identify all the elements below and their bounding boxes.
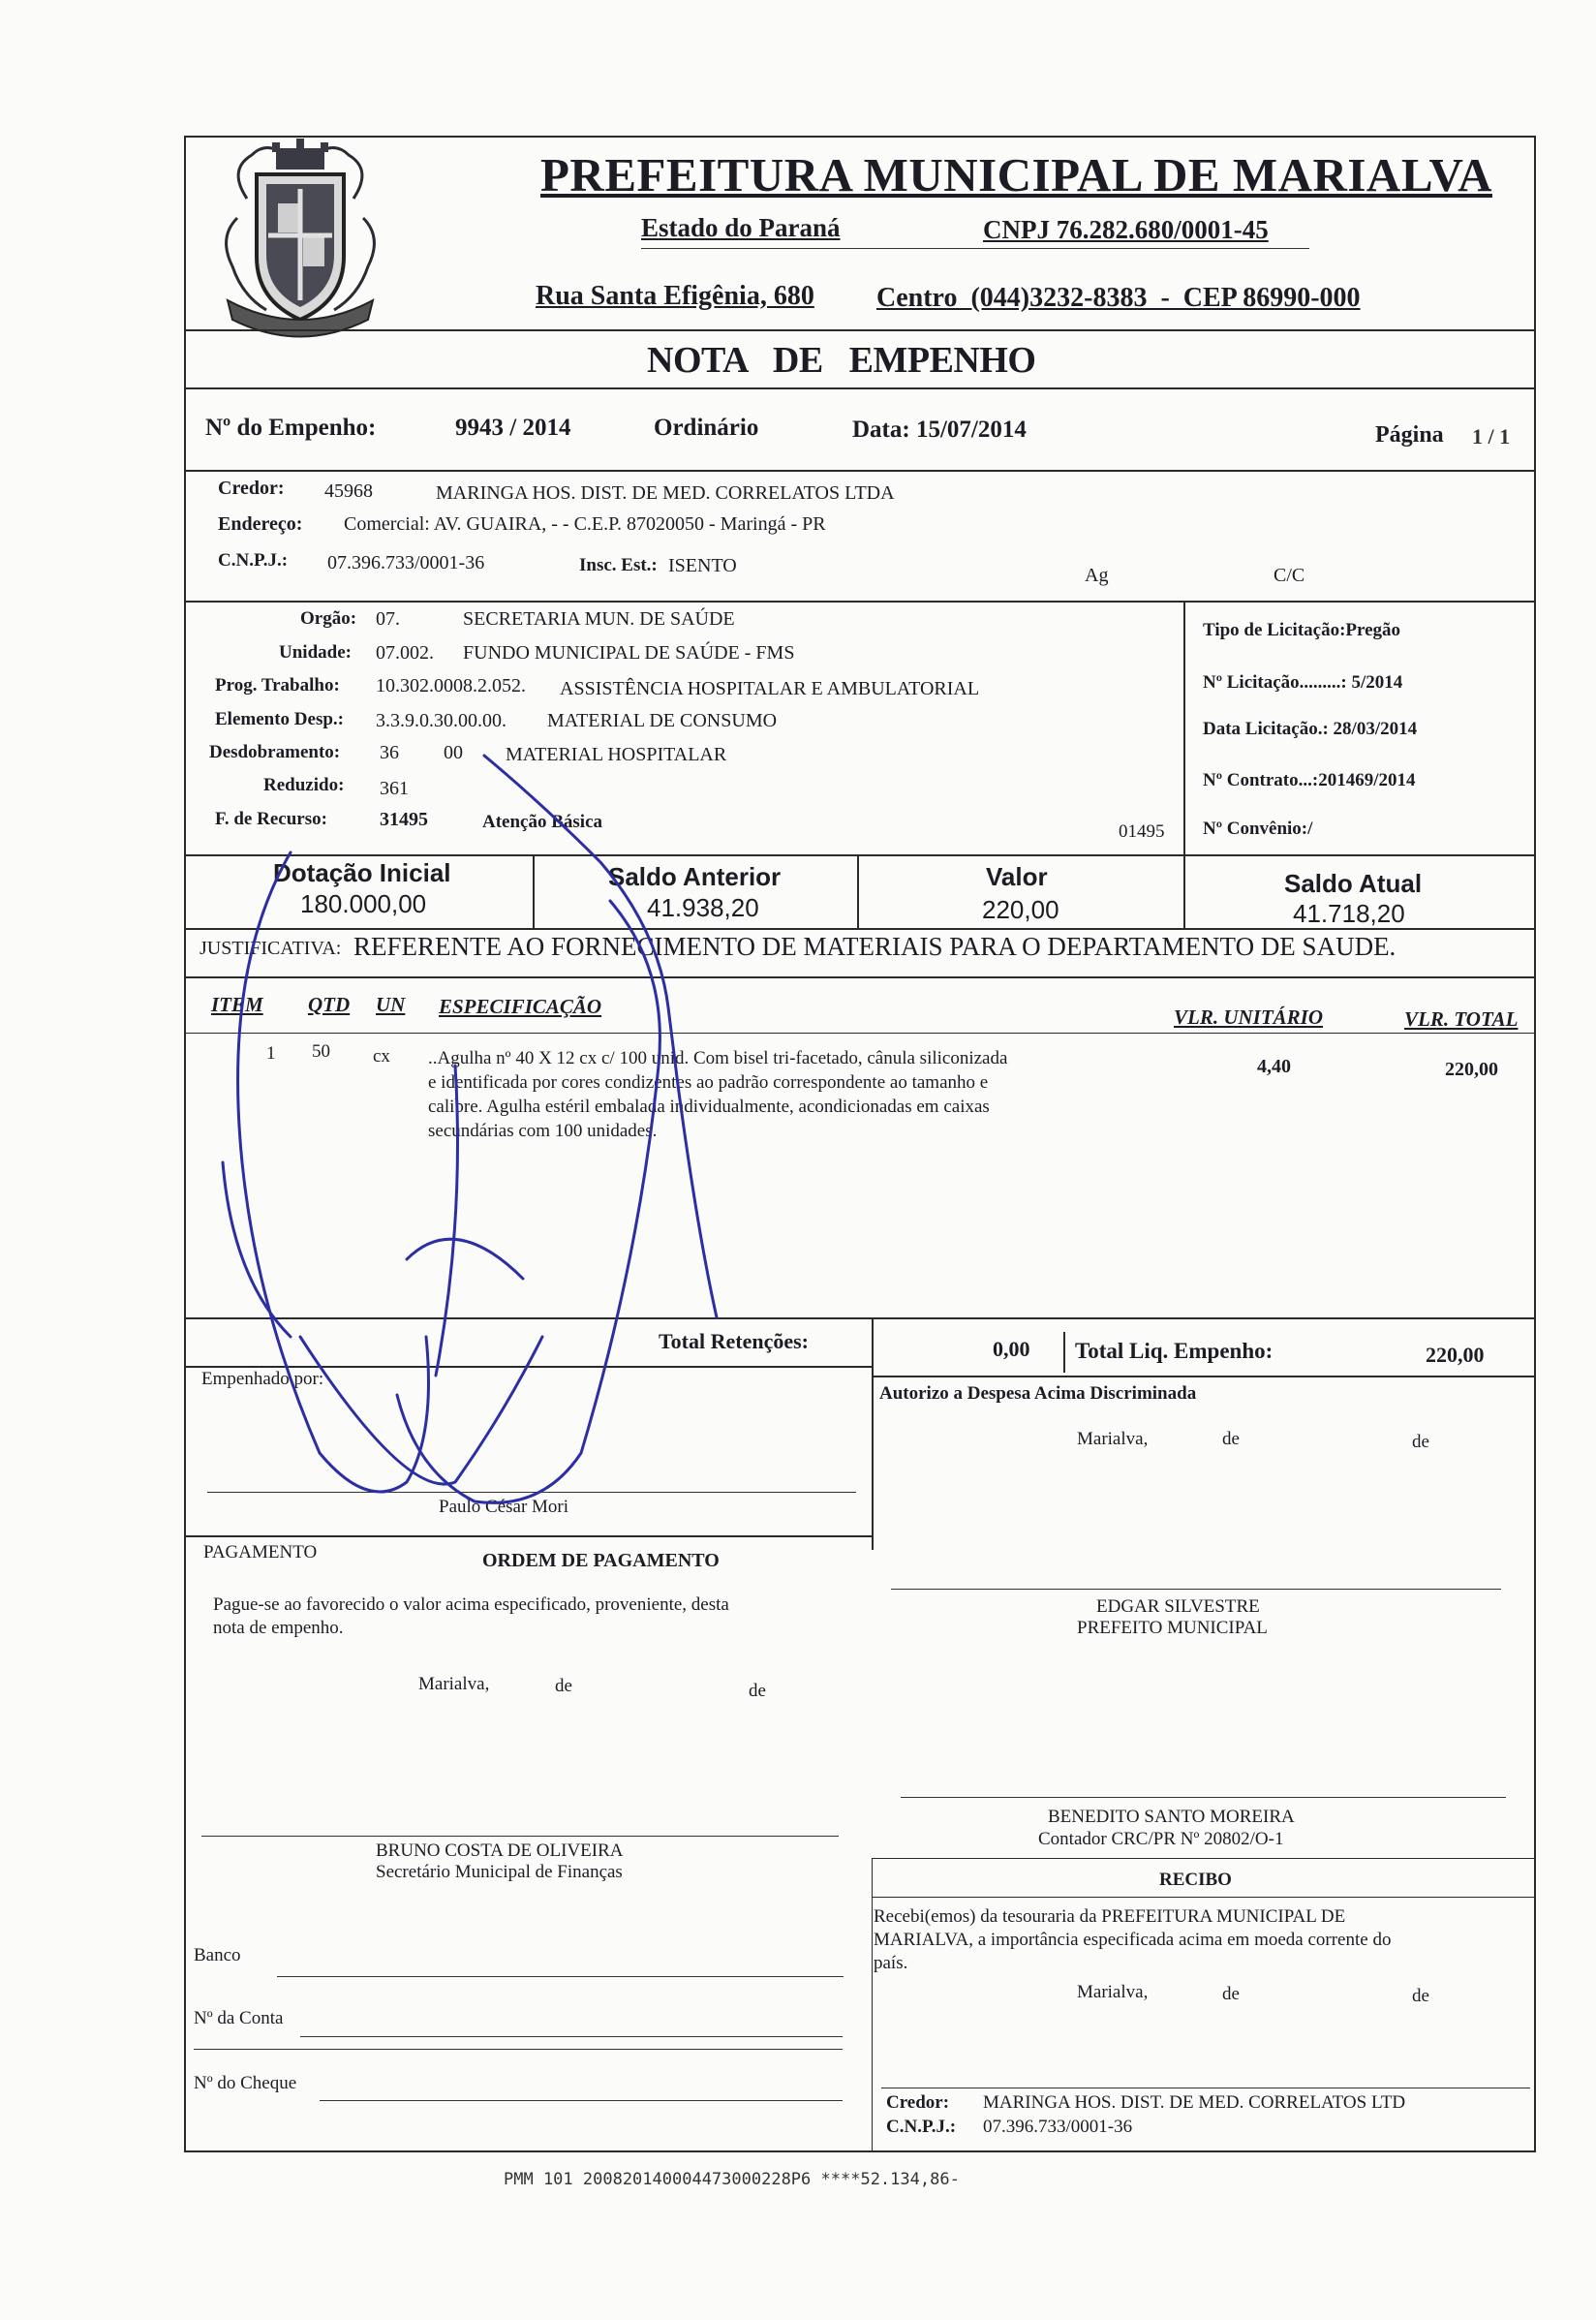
secretary-name: BRUNO COSTA DE OLIVEIRA <box>376 1841 624 1861</box>
payment-label: PAGAMENTO <box>203 1542 318 1562</box>
net-total-label: Total Liq. Empenho: <box>1075 1339 1274 1363</box>
empenho-number: 9943 / 2014 <box>455 415 571 441</box>
total-retentions-value: 0,00 <box>993 1337 1030 1361</box>
expense-element-code: 3.3.9.0.30.00.00. <box>376 710 506 731</box>
justification-label: JUSTIFICATIVA: <box>200 938 342 959</box>
justification-text: REFERENTE AO FORNECIMENTO DE MATERIAIS PARA O DEPARTAMENTO DE SAUDE. <box>353 932 1396 961</box>
unit-price-column-header: VLR. UNITÁRIO <box>1174 1005 1324 1029</box>
net-total-value: 220,00 <box>1426 1343 1485 1367</box>
previous-balance-value: 41.938,20 <box>647 893 759 922</box>
organ-name: SECRETARIA MUN. DE SAÚDE <box>463 608 735 630</box>
amount-value: 220,00 <box>982 895 1059 924</box>
header-address: Rua Santa Efigênia, 680 <box>536 281 814 311</box>
payment-city: Marialva, <box>418 1674 490 1694</box>
accountant-name: BENEDITO SANTO MOREIRA <box>1048 1807 1295 1827</box>
address-label: Endereço: <box>218 513 303 535</box>
creditor-code: 45968 <box>324 480 373 502</box>
bank-line <box>277 1976 844 1977</box>
check-line <box>320 2100 843 2101</box>
doc-title: NOTA DE EMPENHO <box>647 340 1036 381</box>
divider <box>184 1033 1534 1034</box>
receipt-title: RECIBO <box>1159 1870 1232 1890</box>
resource-label: F. de Recurso: <box>215 809 327 829</box>
total-retentions-label: Total Retenções: <box>659 1329 809 1353</box>
empenho-date: Data: 15/07/2014 <box>852 417 1027 443</box>
receipt-de: de <box>1412 1986 1429 2006</box>
current-balance-value: 41.718,20 <box>1293 899 1405 928</box>
divider <box>872 1858 873 2150</box>
mayor-name: EDGAR SILVESTRE <box>1096 1596 1260 1617</box>
divider <box>184 1366 872 1368</box>
agreement-number: Nº Convênio:/ <box>1203 819 1313 839</box>
creditor-address: Comercial: AV. GUAIRA, - - C.E.P. 87020050 - Maringá - PR <box>344 513 826 535</box>
divider <box>184 470 1534 472</box>
state-registration: ISENTO <box>668 555 737 576</box>
creditor-name: MARINGA HOS. DIST. DE MED. CORRELATOS LTDA <box>436 482 895 504</box>
item-specification-line: ..Agulha nº 40 X 12 cx c/ 100 unid. Com bisel tri-facetado, cânula siliconizada <box>428 1048 1008 1068</box>
header-cnpj: CNPJ 76.282.680/0001-45 <box>983 215 1269 244</box>
footer-code: PMM 101 200820140004473000228P6 ****52.134,86- <box>504 2170 960 2189</box>
quantity-column-header: QTD <box>308 993 351 1016</box>
expense-element-label: Elemento Desp.: <box>215 709 344 729</box>
account-line <box>300 2036 843 2037</box>
amount-label: Valor <box>986 862 1048 891</box>
unit-code: 07.002. <box>376 642 434 664</box>
payment-de: de <box>555 1676 572 1696</box>
receipt-cnpj: 07.396.733/0001-36 <box>983 2117 1133 2137</box>
cnpj-label: C.N.P.J.: <box>218 550 289 571</box>
header-contact: Centro (044)3232-8383 - CEP 86990-000 <box>876 283 1361 313</box>
initial-allocation-label: Dotação Inicial <box>273 858 451 887</box>
breakdown-name: MATERIAL HOSPITALAR <box>506 744 727 765</box>
page-label: Página <box>1375 422 1444 448</box>
divider <box>872 1858 1534 1859</box>
committed-by-name: Paulo César Mori <box>439 1497 569 1517</box>
program-name: ASSISTÊNCIA HOSPITALAR E AMBULATORIAL <box>560 678 980 699</box>
receipt-text: MARIALVA, a importância especificada acima em moeda corrente do <box>874 1930 1392 1950</box>
state-registration-label: Insc. Est.: <box>579 555 658 575</box>
organ-code: 07. <box>376 608 400 630</box>
program-label: Prog. Trabalho: <box>215 675 340 696</box>
organ-label: Orgão: <box>300 608 357 629</box>
bidding-date: Data Licitação.: 28/03/2014 <box>1203 719 1418 739</box>
divider <box>184 1535 872 1537</box>
coat-of-arms-icon <box>208 131 392 339</box>
divider <box>1063 1332 1065 1373</box>
payment-order-text: nota de empenho. <box>213 1618 344 1638</box>
signature-line <box>891 1589 1501 1590</box>
payment-order-title: ORDEM DE PAGAMENTO <box>482 1550 720 1571</box>
secretary-title: Secretário Municipal de Finanças <box>376 1862 623 1882</box>
unit-label: Unidade: <box>279 642 352 663</box>
creditor-label: Credor: <box>218 478 285 499</box>
receipt-text: país. <box>874 1953 908 1973</box>
divider <box>872 1897 1534 1898</box>
divider <box>184 329 1534 331</box>
bank-label: Banco <box>194 1945 241 1965</box>
divider <box>1183 854 1185 928</box>
unit-name: FUNDO MUNICIPAL DE SAÚDE - FMS <box>463 642 795 664</box>
breakdown-code-a: 36 <box>380 742 399 763</box>
bidding-type: Tipo de Licitação:Pregão <box>1203 620 1401 640</box>
municipality-title: PREFEITURA MUNICIPAL DE MARIALVA <box>540 148 1492 201</box>
divider <box>184 387 1534 389</box>
check-number-label: Nº do Cheque <box>194 2073 297 2093</box>
resource-code: 31495 <box>380 809 428 830</box>
breakdown-label: Desdobramento: <box>209 742 341 762</box>
page-number: 1 / 1 <box>1472 424 1511 449</box>
divider <box>184 976 1534 978</box>
divider <box>872 1317 874 1550</box>
total-price-column-header: VLR. TOTAL <box>1404 1007 1519 1031</box>
accountant-title: Contador CRC/PR Nº 20802/O-1 <box>1038 1829 1284 1849</box>
item-number: 1 <box>266 1043 276 1064</box>
committed-by-label: Empenhado por: <box>201 1369 324 1389</box>
breakdown-code-b: 00 <box>444 742 463 763</box>
item-specification-line: calibre. Agulha estéril embalada individualmente, acondicionadas em caixas <box>428 1097 990 1117</box>
account-line <box>194 2049 843 2050</box>
item-unit-price: 4,40 <box>1257 1056 1291 1077</box>
item-column-header: ITEM <box>211 993 263 1016</box>
mayor-title: PREFEITO MUNICIPAL <box>1077 1618 1268 1638</box>
agency-label: Ag <box>1085 565 1109 586</box>
creditor-cnpj: 07.396.733/0001-36 <box>327 552 485 573</box>
divider <box>1183 601 1185 854</box>
account-number-label: Nº da Conta <box>194 2008 284 2028</box>
receipt-creditor-name: MARINGA HOS. DIST. DE MED. CORRELATOS LTD <box>983 2092 1406 2113</box>
divider <box>184 601 1534 603</box>
current-balance-label: Saldo Atual <box>1284 869 1423 898</box>
receipt-creditor-label: Credor: <box>886 2092 950 2113</box>
account-label: C/C <box>1274 565 1305 586</box>
divider <box>857 854 859 928</box>
divider <box>872 1376 1534 1377</box>
contract-number: Nº Contrato...:201469/2014 <box>1203 770 1416 790</box>
authorization-label: Autorizo a Despesa Acima Discriminada <box>879 1383 1197 1404</box>
bidding-number: Nº Licitação.........: 5/2014 <box>1203 672 1403 693</box>
payment-de: de <box>749 1681 766 1701</box>
initial-allocation-value: 180.000,00 <box>300 889 427 918</box>
empenho-number-label: Nº do Empenho: <box>205 415 377 441</box>
authorization-de: de <box>1412 1432 1429 1452</box>
signature-line <box>207 1492 856 1493</box>
resource-number: 01495 <box>1119 821 1165 842</box>
receipt-city: Marialva, <box>1077 1982 1149 2002</box>
divider <box>184 854 1534 856</box>
unit-column-header: UN <box>376 993 406 1016</box>
specification-column-header: ESPECIFICAÇÃO <box>439 995 602 1018</box>
empenho-type: Ordinário <box>654 415 759 441</box>
item-quantity: 50 <box>312 1041 330 1062</box>
state-label: Estado do Paraná <box>641 213 841 242</box>
payment-order-text: Pague-se ao favorecido o valor acima especificado, proveniente, desta <box>213 1594 729 1615</box>
receipt-de: de <box>1222 1984 1240 2004</box>
signature-line <box>201 1836 839 1837</box>
authorization-city: Marialva, <box>1077 1429 1149 1449</box>
reduced-label: Reduzido: <box>263 775 345 795</box>
header-rule <box>641 248 1309 249</box>
program-code: 10.302.0008.2.052. <box>376 675 526 696</box>
receipt-text: Recebi(emos) da tesouraria da PREFEITURA MUNICIPAL DE <box>874 1906 1346 1927</box>
item-unit: cx <box>373 1046 390 1067</box>
item-specification-line: e identificada por cores condizentes ao padrão correspondente ao tamanho e <box>428 1072 989 1093</box>
previous-balance-label: Saldo Anterior <box>608 862 782 891</box>
divider <box>533 854 535 928</box>
divider <box>184 928 1534 930</box>
item-specification-line: secundárias com 100 unidades. <box>428 1121 658 1141</box>
receipt-cnpj-label: C.N.P.J.: <box>886 2117 957 2137</box>
authorization-de: de <box>1222 1429 1240 1449</box>
reduced-code: 361 <box>380 778 409 799</box>
signature-line <box>901 1797 1506 1798</box>
expense-element-name: MATERIAL DE CONSUMO <box>547 710 778 731</box>
divider <box>184 1317 1534 1319</box>
item-total-price: 220,00 <box>1445 1059 1498 1080</box>
resource-name: Atenção Básica <box>482 812 603 832</box>
